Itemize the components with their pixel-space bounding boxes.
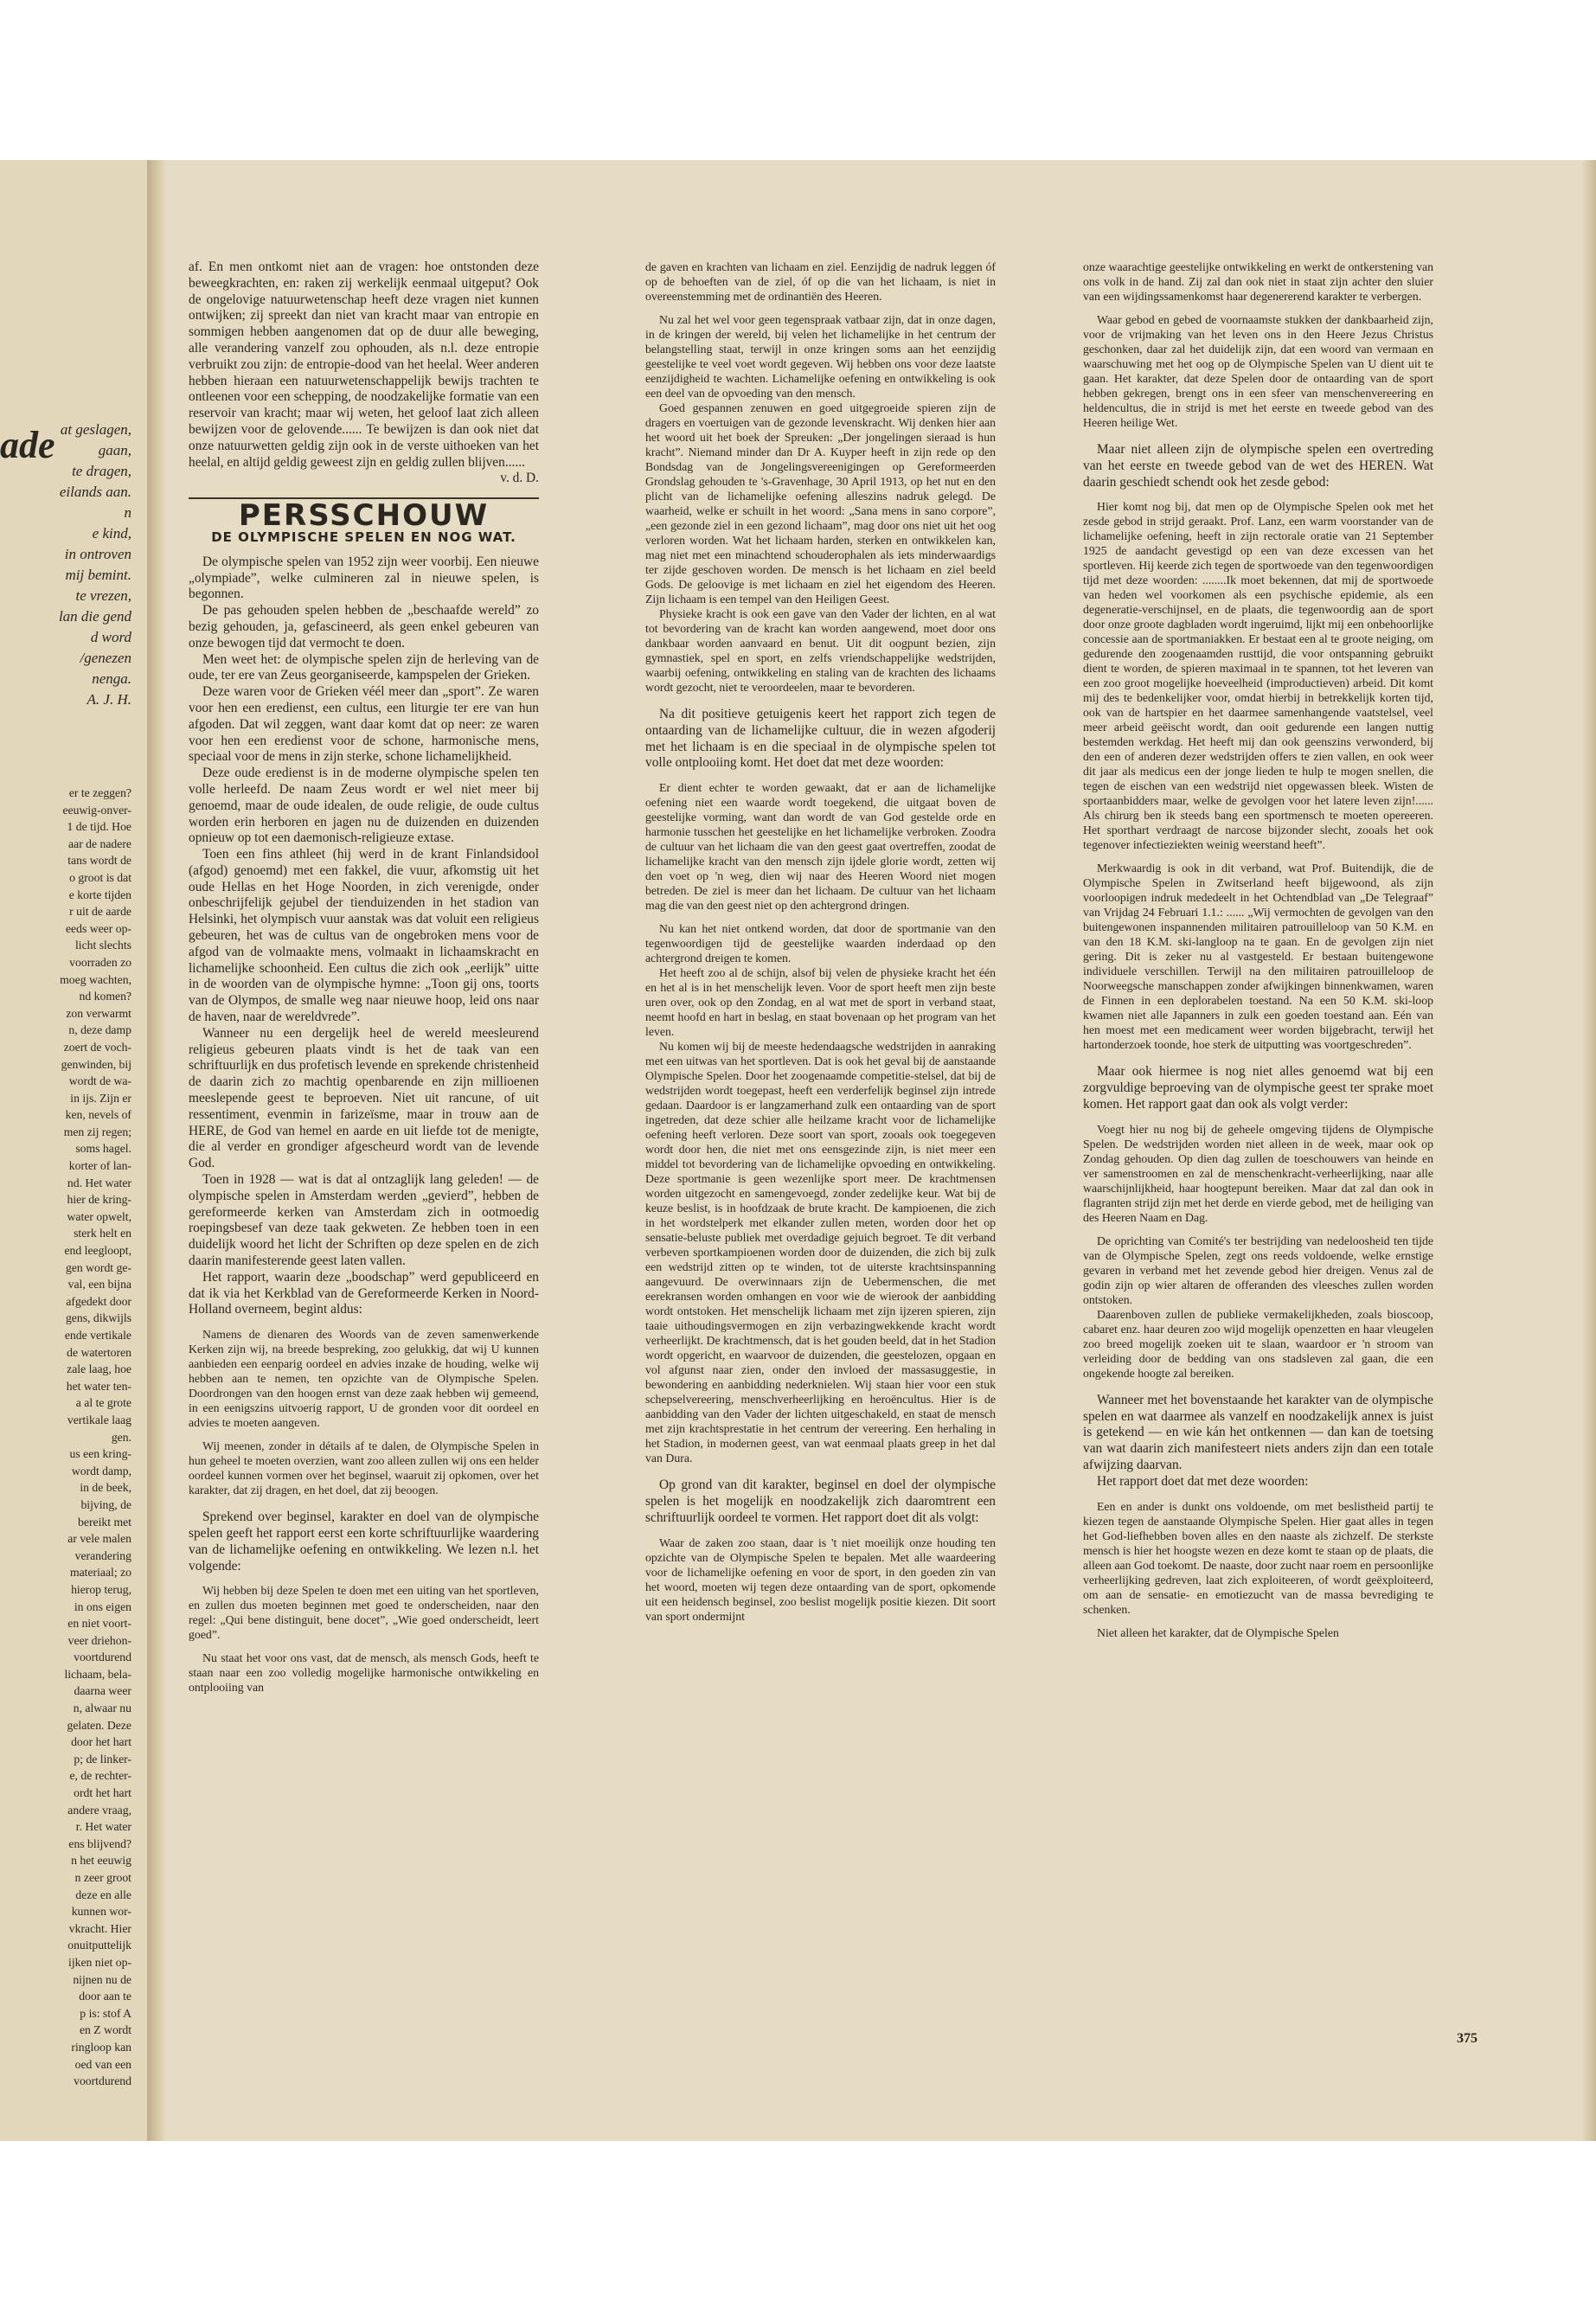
left-page-line: in de beek, — [80, 1481, 131, 1495]
left-page-line: ken, nevels of — [65, 1108, 131, 1122]
quoted-paragraph: Goed gespannen zenuwen en goed uitgegroeide spieren zijn de dragers en voertuigen van de gezonde levenskracht. Wij denken hier aan het woord uit het boek der Spreuken: „Der jongelingen sieraad is hun kracht”. Niemand minder dan Dr A. Kuyper heeft in zijn rede op den Bondsdag van de Jongelingsvereenigingen op Gereformeerden Grondslag gehouden te 's-Gravenhage, 30 April 1913, op het nut en den plicht van de lichamelijke oefening alleszins nadruk gelegd. De waarheid, welke er schuilt in het woord: „Sana mens in sano corpore”, „een gezonde ziel in een gezond lichaam”, mag door ons niet uit het oog verloren worden. Wat het lichaam harden, sterken en ontwikkelen kan, mag niet met een minachtend schouderophalen als iets minderwaardigs ter zijde geschoven worden. De mensch is het lichaam en ziel beeld Gods. De geloovige is met lichaam en ziel het eigendom des Heeren. Zijn lichaam is een tempel van den Heiligen Geest. — [645, 401, 996, 606]
left-page-line: nijnen nu de — [73, 1972, 131, 1986]
left-page-line: tans wordt de — [67, 854, 131, 868]
paragraph: Op grond van dit karakter, beginsel en doel der olympische spelen is het mogelijk en noodzakelijk zich daaromtrent een schriftuurlijk oordeel te vormen. Het rapport doet dit als volgt: — [645, 1477, 996, 1525]
poem-line: lan die gend — [58, 608, 131, 625]
poem-line: te dragen, — [72, 463, 131, 479]
left-page-line: men zij regen; — [63, 1125, 131, 1138]
left-page-line: voortdurend — [74, 1650, 131, 1664]
paragraph: Men weet het: de olympische spelen zijn de herleving van de oude, ter ere van Zeus georganiseerde, kampspelen der Grieken. — [189, 651, 539, 683]
quoted-paragraph: Physieke kracht is ook een gave van den Vader der lichten, en al wat tot bevordering van de kracht kan worden aangewend, moet door ons dankbaar worden aanvaard en benut. Uit dit oogpunt bezien, zijn gymnastiek, spel en sport, en zelfs vriendschappelijke wedstrijden, waarbij oefening, ontwikkeling en staling van de krachten des lichaams wordt gezocht, niet te veroordeelen, maar te bevorderen. — [645, 607, 996, 694]
left-page-line: p; de linker- — [74, 1752, 131, 1766]
left-page-line: oed van een — [74, 2057, 131, 2071]
poem-line: mij bemint. — [65, 567, 131, 583]
left-page-line: vertikale laag — [67, 1413, 131, 1426]
column-2 — [645, 260, 996, 1632]
left-page-line: kunnen wor- — [71, 1905, 131, 1919]
poem-line: te vrezen, — [75, 587, 131, 604]
left-page-line: e, de rechter- — [69, 1769, 131, 1783]
left-page-line: aar de nadere — [68, 836, 131, 850]
section-heading: PERSSCHOUW — [238, 498, 490, 534]
quoted-paragraph: Er dient echter te worden gewaakt, dat er aan de lichamelijke oefening niet een waarde wordt toegekend, die uitgaat boven de geestelijke vorming, want dan wordt de van God gestelde orde en harmonie tusschen het geestelijke en het lichamelijke verbroken. Zoodra de cultuur van het lichaam die van den geest gaat overtreffen, zoodat de lichamelijke kracht van den mensch zijn ijdele glorie wordt, zetten wij den voet op 'n weg, dien wij naar des Heeren Woord niet mogen betreden. De ziel is meer dan het lichaam. De cultuur van het lichaam mag die van den geest niet op den achtergrond dringen. — [645, 781, 996, 913]
quoted-paragraph: Niet alleen het karakter, dat de Olympische Spelen — [1097, 1625, 1339, 1639]
page-edge-shadow — [1581, 160, 1596, 2141]
left-page-fragment — [0, 160, 147, 2141]
column-1 — [189, 260, 539, 1703]
paragraph: Wanneer met het bovenstaande het karakter van de olympische spelen en wat daarmee als vanzelf en noodzakelijk annex is juist is getekend — en wie kán het ontkennen — dan kan de toetsing van wat daarin zich manifesteert niets anders zijn dan een totale afwijzing daarvan. — [1083, 1392, 1433, 1472]
left-page-line: in ijs. Zijn er — [70, 1091, 131, 1105]
paragraph: Het rapport, waarin deze „boodschap” werd gepubliceerd en dat ik via het Kerkblad van de Gereformeerde Kerken in Noord-Holland overneem, begint aldus: — [189, 1269, 539, 1317]
poem-line: gaan, — [98, 442, 131, 458]
left-page-line: n het eeuwig — [71, 1854, 131, 1868]
left-page-line: en niet voort- — [67, 1617, 131, 1631]
author-signature: v. d. D. — [500, 471, 539, 486]
paragraph: De pas gehouden spelen hebben de „beschaafde wereld” zo bezig gehouden, ja, gefascineerd, als geen enkel gebeuren van onze bewogen tijd dat vermocht te doen. — [189, 603, 539, 651]
left-page-line: andere vraag, — [67, 1803, 131, 1817]
left-page-line: gens, dikwijls — [65, 1311, 131, 1325]
left-page-line: zoert de voch- — [63, 1040, 131, 1054]
left-page-line: ringloop kan — [71, 2040, 131, 2054]
paragraph: Wanneer nu een dergelijk heel de wereld meesleurend religieus gebeuren plaats vindt is het de taak van een schriftuurlijk en dus profetisch levende en sprekende christenheid de daarin zich zo machtig openbarende en zijn millioenen meeslepende geest te beproeven. Niet uit rancune, of uit ressentiment, evenmin in farizeïsme, maar in trouw aan de HERE, de God van hemel en aarde en uit liefde tot de menigte, die al verder en grondiger afgescheurd wordt van de levende God. — [189, 1025, 539, 1171]
left-page-line: deze en alle — [75, 1888, 131, 1901]
left-page-line: r. Het water — [75, 1820, 131, 1834]
page-gutter — [147, 160, 166, 2141]
left-page-line: nd komen? — [79, 990, 131, 1003]
poem-line: eilands aan. — [59, 484, 131, 500]
poem-line: A. J. H. — [87, 691, 131, 708]
quoted-paragraph: Nu staat het voor ons vast, dat de mensch, als mensch Gods, heeft te staan naar een zoo volledig mogelijke harmonische ontwikkeling en ontplooiing van — [189, 1651, 539, 1695]
quoted-paragraph: onze waarachtige geestelijke ontwikkeling en werkt de ontkerstening van ons volk in de hand. Zij zal dan ook niet in staat zijn achter den sluier van een wijdingssamenkomst haar degenererend karakter te verbergen. — [1083, 260, 1433, 303]
left-page-line: gelaten. Deze — [67, 1718, 131, 1732]
left-page-title: ade — [0, 424, 55, 466]
left-page-line: materiaal; zo — [69, 1566, 131, 1580]
quoted-paragraph: Waar gebod en gebed de voornaamste stukken der dankbaarheid zijn, voor de vrijmaking van het leven ons in den Heere Jezus Christus geschonken, daar zal het duidelijk zijn, dat een woord van vermaan en waarschuwing met het oog op de Olympische Spelen van U dient uit te gaan. Het karakter, dat deze Spelen door de ontaarding van de sport hebben gekregen, brengt ons in een sfeer van menschenvereering en heldencultus, die in strijd is met het eerste en tweede gebod van des Heeren heilige Wet. — [1083, 313, 1433, 429]
poem-line: n — [124, 504, 131, 521]
quoted-paragraph: Wij hebben bij deze Spelen te doen met een uiting van het sportleven, en zullen dus moeten beginnen met goed te onderscheiden, naar den regel: „Qui bene distinguit, bene docet”, „Wie goed onderscheidt, leert goed”. — [189, 1584, 539, 1642]
paragraph: Deze oude eredienst is in de moderne olympische spelen ten volle herleefd. De naam Zeus wordt er wel niet meer bij genoemd, maar de oude idealen, de oude religie, de oude cultus worden erin herboren en jagen nu de duizenden en duizenden opnieuw op tot een daemonisch-religieuze extase. — [189, 766, 539, 846]
quoted-paragraph: Het heeft zoo al de schijn, alsof bij velen de physieke kracht het één en het al is in het menschelijk leven. Voor de sport heeft men zijn beste uren over, ook op den Zondag, en al wat met de sport in verband staat, neemt hoofd en hart in beslag, en staat bovenaan op het program van het leven. — [645, 966, 996, 1039]
article-continuation: af. En men ontkomt niet aan de vragen: hoe ontstonden deze beweegkrachten, en: raken zij werkelijk eenmaal uitgeput? Ook de ongelovige natuurwetenschap heeft deze vragen niet kunnen ontwijken; zij spreekt dan niet van kracht maar van entropie en sommigen hebben aangenomen dat op de duur alle beweging, alle verandering vanzelf zou ophouden, als n.l. deze entropie verbruikt zou zijn: de entropie-dood van het heelal. Weer anderen hebben hieraan een natuurwetenschappelijk bewijs trachten te ontleenen voor een schepping, de noodzakelijke formatie van een reservoir van kracht; maar wij weten, het geloof laat zich alleen bewijzen voor de gelovende...... Te bewijzen is dan ook niet dat onze natuurwetten geldig zijn ook in de verste uithoeken van het heelal, en altijd geldig geweest zijn en geldig zullen blijven...... — [189, 260, 539, 470]
left-page-line: val, een bijna — [67, 1278, 131, 1292]
poem-line: at geslagen, — [60, 421, 131, 438]
left-page-line: end leegloopt, — [64, 1244, 131, 1258]
quoted-paragraph: de gaven en krachten van lichaam en ziel. Eenzijdig de nadruk leggen óf op de behoeften van de ziel, óf op die van het lichaam, is niet in overeenstemming met de ordinantiën des Heeren. — [645, 260, 996, 303]
left-page-line: eeds weer op- — [65, 921, 131, 935]
paragraph: Na dit positieve getuigenis keert het rapport zich tegen de ontaarding van de lichamelijke cultuur, die in wezen afgoderij met het lichaam is en die speciaal in de olympische spelen tot volle ontplooiing komt. Het doet dat met deze woorden: — [645, 707, 996, 771]
quoted-paragraph: Wij meenen, zonder in détails af te dalen, de Olympische Spelen in hun geheel te moeten overzien, want zoo alleen zullen wij ons een helder oordeel kunnen vormen over het beginsel, waaruit zij opkomen, over het karakter, dat zij dragen, en het doel, dat zij beoogen. — [189, 1439, 539, 1497]
left-page-line: daarna weer — [74, 1684, 131, 1698]
quoted-paragraph: Daarenboven zullen de publieke vermakelijkheden, zoals bioscoop, cabaret enz. haar deuren zoo wijd mogelijk openzetten en haar vleugelen zoo breed mogelijk zoeken uit te slaan, waardoor er 'n stroom van verleiding door de bedding van ons stadsleven zal gaan, die een ongekende hoogte zal bereiken. — [1083, 1307, 1433, 1380]
left-page-line: bijving, de — [80, 1497, 131, 1511]
left-page-line: ordt het hart — [74, 1786, 131, 1800]
left-page-line: moeg wachten, — [60, 972, 131, 986]
paragraph: Het rapport doet dat met deze woorden: — [1097, 1473, 1309, 1489]
left-page-line: n zeer groot — [74, 1871, 131, 1884]
column-3 — [1083, 260, 1433, 1649]
left-page-line: afgedekt door — [66, 1294, 131, 1308]
left-page-line: soms hagel. — [75, 1142, 131, 1156]
quoted-paragraph: Nu zal het wel voor geen tegenspraak vatbaar zijn, dat in onze dagen, in de kringen der wereld, bij velen het lichamelijke in het centrum der belangstelling staat, terwijl in onze kringen soms aan het eenzijdig geestelijke te veel voet wordt gegeven. Wij hebben ons voor deze laatste eenzijdigheid te wachten. Lichamelijke oefening en ontwikkeling is ook een deel van de opvoeding van den mensch. — [645, 313, 996, 400]
left-page-line: o groot is dat — [69, 870, 131, 884]
left-page-line: hier de kring- — [67, 1193, 131, 1207]
left-page-line: het water ten- — [66, 1379, 131, 1393]
left-page-line: genwinden, bij — [61, 1057, 131, 1071]
paragraph: De olympische spelen van 1952 zijn weer voorbij. Een nieuwe „olympiade”, welke culmineren zal in nieuwe spelen, is begonnen. — [189, 554, 539, 602]
left-page-line: wordt damp, — [71, 1464, 131, 1477]
left-page-line: a al te grote — [75, 1396, 131, 1410]
left-page-line: sterk helt en — [74, 1227, 131, 1240]
poem-line: e kind, — [92, 525, 131, 542]
left-page-line: e korte tijden — [68, 888, 131, 901]
poem-line: in ontroven — [64, 546, 131, 562]
left-page-line: vkracht. Hier — [68, 1921, 131, 1935]
article-title: DE OLYMPISCHE SPELEN EN NOG WAT. — [211, 529, 516, 545]
quoted-paragraph: Voegt hier nu nog bij de geheele omgeving tijdens de Olympische Spelen. De wedstrijden worden niet alleen in de week, maar ook op Zondag gehouden. Op dien dag zullen de toeschouwers van heinde en ver samenstroomen en zal de menschenkracht-verheerlijking, naar alle waarschijnlijkheid, haar hoogtepunt bereiken. Maar dat zal dan ook in flagranten strijd zijn met het derde en vierde gebod, met de heiliging van des Heeren Naam en Dag. — [1083, 1122, 1433, 1224]
left-page-line: gen. — [111, 1430, 131, 1444]
left-page-line: door het hart — [71, 1735, 131, 1749]
left-page-line: de watertoren — [67, 1345, 131, 1359]
left-page-line: korter of lan- — [68, 1159, 131, 1173]
left-page-line: licht slechts — [74, 939, 131, 952]
quoted-paragraph: Hier komt nog bij, dat men op de Olympische Spelen ook met het zesde gebod in strijd geraakt. Prof. Lanz, een warm voorstander van de lichamelijke oefening, heeft in zijn rectorale oratie van 21 September 1925 de aandacht gevestigd op een van deze excessen van het sportleven. Hij keerde zich tegen de sportwoede van den tegenwoordigen tijd met deze woorden: ........Ik moet bekennen, dat mij de sportwoede van heden wel voorkomen als een psychische epidemie, als een degeneratie-verschijnsel, en de plaats, die tegenwoordig aan de sport door onze groote dagbladen wordt ingeruimd, lijkt mij een onbehoorlijke concessie aan de sportmaniakken. Er bestaat een al te groote neiging, om gedurende den zoogenaamden rusttijd, die voor ontspanning gebruikt dient te worden, de spieren maximaal in te spannen, tot het leveren van een zoo groot mogelijke hoeveelheid (improductieven) arbeid. Dit komt mij des te bedenkelijker voor, omdat hierbij in betrekkelijk korten tijd, ook van de hartspier en het daarmee samenhangende vaatstelsel, veel meer arbeid geëischt wordt, dan ooit gedurende een langen nuttig bestemden werkdag. Het heeft mij dan ook geenszins verwonderd, bij den een of anderen dezer wedstrijden offers te zien vallen, en ook weer dit jaar als medicus een der jonge lieden te hulp te mogen snellen, die tegen de eischen van een wedstrijd niet opgewassen bleek. Wisten de sportaanbidders maar, welke de gevolgen voor het latere leven zijn!...... Als chirurg ben ik steeds bang een sportmensch te moeten opereeren. Het sporthart verdraagt de narcose bijzonder slecht, zooals het ook tegenover infectieziekten weinig weerstand heeft”. — [1083, 500, 1433, 852]
left-page-line: zale laag, hoe — [67, 1362, 131, 1376]
quoted-paragraph: Nu komen wij bij de meeste hedendaagsche wedstrijden in aanraking met een uitwas van het sportleven. Dat is ook het geval bij de aanstaande Olympische Spelen. Door het zoogenaamde competitie-stelsel, dat bij de wedstrijden wordt toegepast, heeft een verderfelijk beginsel zijn intrede gedaan. Daardoor is er langzamerhand zulk een ontaarding van de sport ingetreden, dat deze schier alle heilzame kracht voor de lichamelijke oefening heeft verloren. Deze soort van sport, zooals ook toegegeven wordt door hen, die niet met ons eensgezinde zijn, is niet meer een middel tot bevordering van de lichamelijke opvoeding en ontwikkeling. Deze sportmanie is geen wezenlijke sport meer. De krachtmensen worden uitgezocht en samengevoegd, zonder zedelijke keur. Wat bij de keuze beslist, is in hoofdzaak de brute kracht. De kampioenen, die zich in het wordstelperk met elkander zullen meten, worden door het op sensatie-beluste publiek met overdadige gejuich begroet. Te dit verband verbeven sportkampioenen worden door de duizenden, die zich bij zulk een wedstrijd zitten op te winden, tot de uiterste krachtsinspanning aangevuurd. De overwinnaars zijn de Uebermenschen, die met eerekransen worden omhangen en voor wie de wierook der aanbidding wordt ontstoken. Het menschelijk lichaam met zijn ijzeren spieren, zijn taaie uithoudingsvermogen en zijn verbazingwekkende kracht wordt verheerlijkt. De krachtmensch, dat is het gouden beeld, dat in het Stadion wordt opgericht, en waarvoor de duizenden, die geestelozen, opgaan en vol afgunst naar zien, onder den invloed der massasuggestie, in bewondering en aanbidding nederknielen. Wij staan hier voor een stuk schepselvereering, menschverheerlijking en heroëncultus. Hier is de aanbidding van den Vader der lichten uitgeschakeld, en staat de mensch met zijn krachtsprestatie in het centrum der vereering. Een herhaling in het Stadion, in modernen geest, van wat eenmaal plaats greep in het dal van Dura. — [645, 1040, 996, 1465]
left-page-line: wordt de wa- — [68, 1074, 131, 1088]
left-page-line: voorraden zo — [69, 955, 131, 969]
left-page-line: in ons eigen — [74, 1599, 131, 1613]
quoted-paragraph: Namens de dienaren des Woords van de zeven samenwerkende Kerken zijn wij, na breede bespreking, zoo gelukkig, dat wij U kunnen aanbieden een eenparig oordeel en advies inzake de houding, welke wij hebben aan te nemen, ten opzichte van de Olympische Spelen. Doordrongen van den hoogen ernst van deze zaak hebben wij gemeend, in een eenigszins uitvoerig rapport, U de gronden voor dit oordeel en advies te moeten aangeven. — [189, 1328, 539, 1430]
left-page-line: n, alwaar nu — [73, 1702, 131, 1715]
quoted-paragraph: Een en ander is dunkt ons voldoende, om met beslistheid partij te kiezen tegen de aanstaande Olympische Spelen. Hier gaat alles in tegen het God-liefhebben boven alles en den naaste als zichzelf. De sterkste mensch is hier het hoogste wezen en deze komt te staan op de plaats, die alleen aan God toekomt. De naaste, door zucht naar roem en persoonlijke verheerlijking gedreven, laat zich exploiteeren, of wordt geëxploiteerd, om aan de sensatie- en emotiezucht van de massa bevrediging te schenken. — [1083, 1499, 1433, 1616]
poem-line: /genezen — [80, 650, 131, 666]
left-page-line: nd. Het water — [67, 1176, 131, 1189]
paragraph: Toen een fins athleet (hij werd in de krant Finlandsidool (afgod) genoemd) met een fakkel, die vuur, afkomstig uit het oude Hellas en het Hoge Noorden, in zich verenigde, onder onbeschrijfelijk gejubel der tienduizenden in het stadion van Helsinki, het olympisch vuur aanstak was dat voluit een religieus gebeuren, het was de cultus van de ongebroken mens voor de afgod van de volmaakte mens, volmaakt in lichaamskracht en lichamelijke schoonheid. Een cultus die zich ook „eerlijk” uitte in de woorden van de olympische hymne: „Toon gij ons, toorts van de Olympos, de smalle weg naar nieuwe hoop, leid ons naar de haven, naar de wereldvrede”. — [189, 847, 539, 1025]
left-page-line: door aan te — [79, 1990, 131, 2003]
left-page-line: bereikt met — [78, 1515, 131, 1529]
left-page-line: veer driehon- — [67, 1633, 131, 1647]
left-page-line: n, deze damp — [68, 1023, 131, 1037]
poem-line: nenga. — [92, 670, 131, 687]
page-number: 375 — [1457, 2031, 1477, 2046]
paragraph: Maar niet alleen zijn de olympische spelen een overtreding van het eerste en tweede gebod van de wet des HEREN. Wat daarin geschiedt schendt ook het zesde gebod: — [1083, 442, 1433, 490]
paragraph: Maar ook hiermee is nog niet alles genoemd wat bij een zorgvuldige beproeving van de olympische geest ter sprake moet komen. Het rapport gaat dan ook als volgt verder: — [1083, 1064, 1433, 1112]
left-page-line: voortdurend — [74, 2074, 131, 2088]
left-page-line: us een kring- — [69, 1447, 131, 1461]
paragraph: Sprekend over beginsel, karakter en doel van de olympische spelen geeft het rapport eerst een korte schriftuurlijke waardering van de lichamelijke oefening en ontwikkeling. We lezen n.l. het volgende: — [189, 1509, 539, 1574]
left-page-line: water opwelt, — [67, 1209, 131, 1223]
left-page-line: en Z wordt — [79, 2023, 131, 2037]
left-page-line: ens blijvend? — [68, 1836, 131, 1850]
left-page-line: eeuwig-onver- — [62, 803, 131, 817]
left-page-line: 1 de tijd. Hoe — [67, 820, 131, 834]
left-page-line: gen wordt ge- — [65, 1260, 131, 1274]
quoted-paragraph: Waar de zaken zoo staan, daar is 't niet moeilijk onze houding ten opzichte van de Olympische Spelen te bepalen. Met alle waardeering voor de lichamelijke oefening en voor de sport, in den goeden zin van het woord, moeten wij tegen deze ontaarding van de sport, opkomende uit een heidensch beginsel, zoo beslist mogelijk positie kiezen. Dit soort van sport ondermijnt — [645, 1535, 996, 1623]
left-page-line: onuitputtelijk — [67, 1939, 131, 1952]
left-page-line: zon verwarmt — [66, 1006, 131, 1020]
left-page-poem — [59, 420, 131, 710]
left-page-line: er te zeggen? — [68, 786, 131, 799]
quoted-paragraph: Merkwaardig is ook in dit verband, wat Prof. Buitendijk, die de Olympische Spelen in Zwitserland heeft bijgewoond, als zijn voorloopigen indruk mededeelt in het Ochtendblad van „De Telegraaf” van Vrijdag 24 Februari 1.1.: ...... „Wij vermochten de gevolgen van den buitengewonen inspannenden militairen patrouilleloop van 50 K.M. en van den 18 K.M. ski-langloop na te gaan. En de gevolgen zijn niet gering. Dit is zeker nu al vastgesteld. Er bestaan buitengewone individuele verschillen. Terwijl na den militairen patrouilleloop de Noorweegsche manschappen zonder afwijkingen binnenkwamen, waren de Finnen in een deplorabelen toestand. Na een 50 K.M. ski-loop kwamen niet alle Japanners in zulk een goeden toestand aan. Eén van hen moest met een medicament weer worden bijgebracht, terwijl het hartonderzoek toonde, hoe sterk de uitputting was voortgeschreden”. — [1083, 862, 1433, 1052]
quoted-paragraph: De oprichting van Comité's ter bestrijding van nedeloosheid ten tijde van de Olympische Spelen, zegt ons reeds voldoende, welke ernstige gevaren in verband met het zevende gebod hier dreigen. Venus zal de godin zijn op wier altaren de offeranden des vleesches zullen worden ontstoken. — [1083, 1234, 1433, 1306]
left-page-line: hierop terug, — [71, 1582, 131, 1596]
poem-line: d word — [90, 629, 131, 645]
left-page-line: verandering — [74, 1548, 131, 1562]
left-page-line: ar vele malen — [67, 1532, 131, 1546]
left-page-line: ende vertikale — [64, 1329, 131, 1342]
left-page-line: r uit de aarde — [69, 905, 131, 919]
paragraph: Toen in 1928 — wat is dat al ontzaglijk lang geleden! — de olympische spelen in Amsterdam werden „gevierd”, hebben de gereformeerde kerken van Amsterdam zich in ootmoedig roepingsbesef van deze taak gekweten. Ze hebben toen in een duidelijk woord het licht der Schriften op deze spelen en de zich daarin manifesterende geest laten vallen. — [189, 1172, 539, 1269]
quoted-paragraph: Nu kan het niet ontkend worden, dat door de sportmanie van den tegenwoordigen tijd de geestelijke waarden inderdaad op den achtergrond dreigen te komen. — [645, 922, 996, 965]
left-page-line: lichaam, bela- — [64, 1667, 131, 1681]
left-page-body — [60, 785, 131, 2090]
left-page-line: p is: stof A — [80, 2006, 131, 2020]
left-page-line: ijken niet op- — [68, 1955, 131, 1969]
paragraph: Deze waren voor de Grieken véél meer dan „sport”. Ze waren voor hen een eredienst, een cultus, een liturgie ter ere van hun afgoden. Dat wil zeggen, want daar komt dat op neer: ze waren voor hen een eredienst voor de schone, harmonische mens, speciaal voor de mens in zijn sterke, schone lichamelijkheid. — [189, 684, 539, 765]
